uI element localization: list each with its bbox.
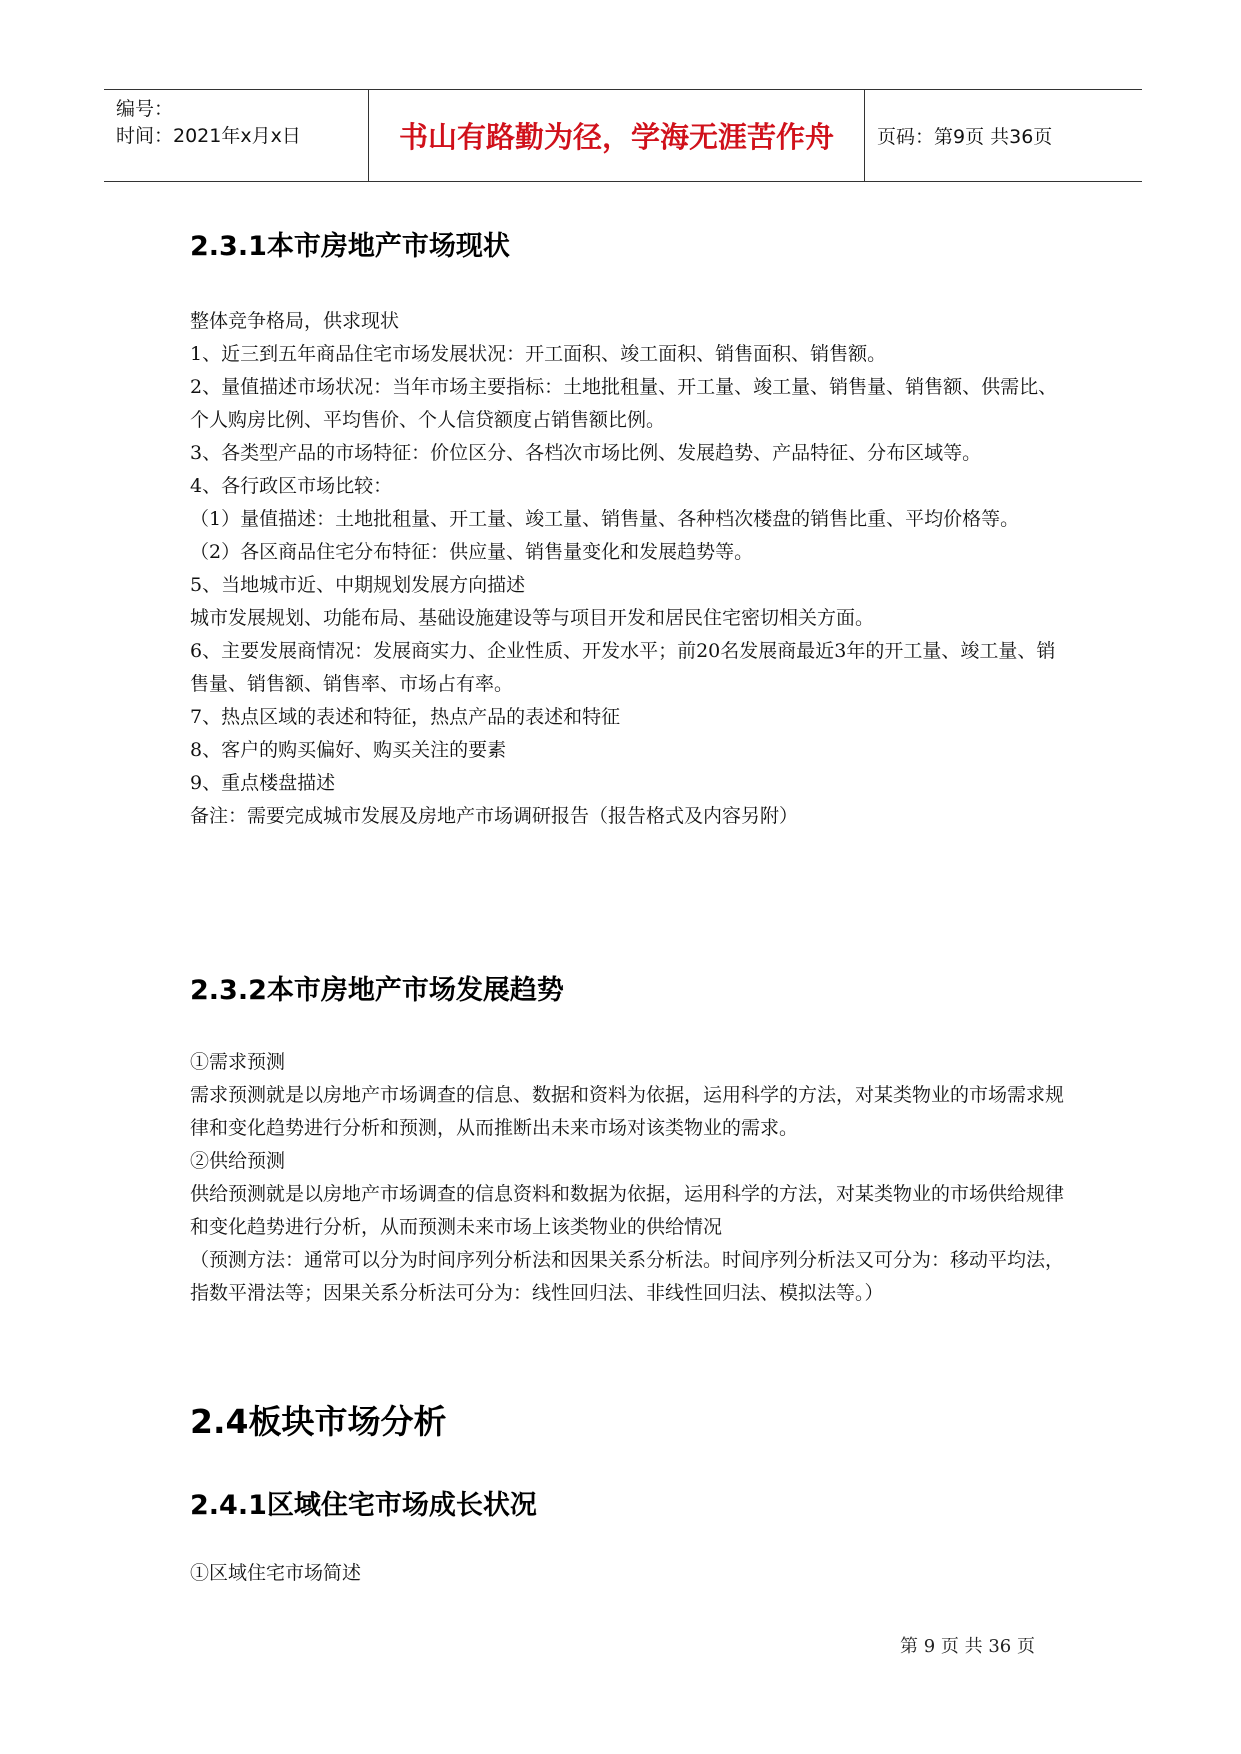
paragraph: 6、主要发展商情况：发展商实力、企业性质、开发水平；前20名发展商最近3年的开工量、竣工量、销售量、销售额、销售率、市场占有率。 [190,640,1056,695]
paragraph: 城市发展规划、功能布局、基础设施建设等与项目开发和居民住宅密切相关方面。 [190,607,875,629]
paragraph: 备注：需要完成城市发展及房地产市场调研报告（报告格式及内容另附） [190,805,799,827]
header-page-cell [865,90,1142,181]
header-motto-cell [369,90,865,181]
paragraph: 5、当地城市近、中期规划发展方向描述 [190,574,526,596]
paragraph: （2）各区商品住宅分布特征：供应量、销售量变化和发展趋势等。 [190,541,754,563]
paragraph: 整体竞争格局，供求现状 [190,310,400,332]
paragraph: 9、重点楼盘描述 [190,772,336,794]
time-label: 时间：2021年x月x日 [116,125,301,147]
header-meta [104,90,369,181]
section-title-2-3-2: 2.3.2本市房地产市场发展趋势 [190,975,564,1006]
paragraph: 4、各行政区市场比较： [190,475,393,497]
paragraph: 2、量值描述市场状况：当年市场主要指标：土地批租量、开工量、竣工量、销售量、销售额、供需比、个人购房比例、平均售价、个人信贷额度占销售额比例。 [190,376,1058,431]
section-title-2-4-1: 2.4.1区域住宅市场成长状况 [190,1490,537,1521]
page-footer: 第 9 页 共 36 页 [900,1636,1035,1657]
page-header [104,89,1142,182]
number-label: 编号： [116,98,174,120]
section-body-2-4-1 [190,1557,1070,1590]
motto: 书山有路勤为径，学海无涯苦作舟 [398,120,834,154]
section-title-2-4: 2.4板块市场分析 [190,1402,447,1441]
paragraph: ①区域住宅市场简述 [190,1562,362,1584]
paragraph: 1、近三到五年商品住宅市场发展状况：开工面积、竣工面积、销售面积、销售额。 [190,343,887,365]
paragraph: ②供给预测 [190,1150,286,1172]
page-info: 页码：第9页 共36页 [877,126,1053,148]
paragraph: 8、客户的购买偏好、购买关注的要素 [190,739,507,761]
paragraph: 需求预测就是以房地产市场调查的信息、数据和资料为依据，运用科学的方法，对某类物业的市场需求规律和变化趋势进行分析和预测，从而推断出未来市场对该类物业的需求。 [190,1084,1065,1139]
paragraph: ①需求预测 [190,1051,286,1073]
paragraph: 7、热点区域的表述和特征，热点产品的表述和特征 [190,706,621,728]
section-title-2-3-1: 2.3.1本市房地产市场现状 [190,231,510,262]
paragraph: （预测方法：通常可以分为时间序列分析法和因果关系分析法。时间序列分析法又可分为：移动平均法，指数平滑法等；因果关系分析法可分为：线性回归法、非线性回归法、模拟法等。） [190,1249,1065,1304]
paragraph: 3、各类型产品的市场特征：价位区分、各档次市场比例、发展趋势、产品特征、分布区域等。 [190,442,982,464]
section-body-2-3-1 [190,305,1070,833]
paragraph: （1）量值描述：土地批租量、开工量、竣工量、销售量、各种档次楼盘的销售比重、平均价格等。 [190,508,1020,530]
paragraph: 供给预测就是以房地产市场调查的信息资料和数据为依据，运用科学的方法，对某类物业的市场供给规律和变化趋势进行分析，从而预测未来市场上该类物业的供给情况 [190,1183,1065,1238]
section-body-2-3-2 [190,1046,1070,1310]
